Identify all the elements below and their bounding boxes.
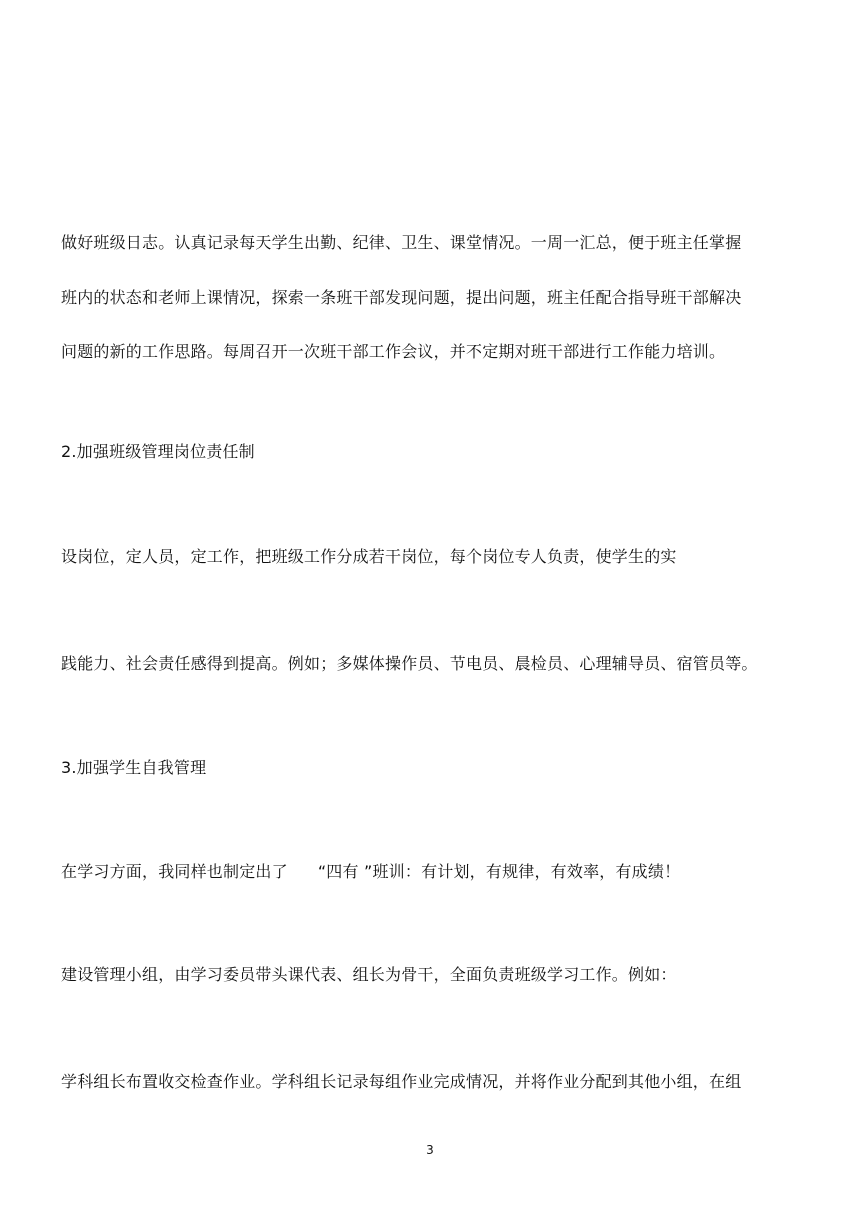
motto-line-motto: “四有 ”班训：有计划，有规律，有效率，有成绩！ bbox=[317, 862, 681, 881]
paragraph-line-7: 学科组长布置收交检查作业。学科组长记录每组作业完成情况，并将作业分配到其他小组，在组 bbox=[61, 1072, 742, 1091]
section-heading-3: 3.加强学生自我管理 bbox=[61, 758, 207, 777]
paragraph-line-2: 班内的状态和老师上课情况，探索一条班干部发现问题，提出问题，班主任配合指导班干部解决 bbox=[61, 288, 742, 307]
paragraph-line-1: 做好班级日志。认真记录每天学生出勤、纪律、卫生、课堂情况。一周一汇总，便于班主任掌握 bbox=[61, 233, 742, 252]
paragraph-line-6: 建设管理小组，由学习委员带头课代表、组长为骨干，全面负责班级学习工作。例如： bbox=[61, 965, 677, 984]
page-number: 3 bbox=[426, 1143, 434, 1157]
paragraph-line-5: 践能力、社会责任感得到提高。例如；多媒体操作员、节电员、晨检员、心理辅导员、宿管员等。 bbox=[61, 654, 758, 673]
paragraph-line-4: 设岗位，定人员，定工作，把班级工作分成若干岗位，每个岗位专人负责，使学生的实 bbox=[61, 547, 677, 566]
paragraph-line-3: 问题的新的工作思路。每周召开一次班干部工作会议，并不定期对班干部进行工作能力培训。 bbox=[61, 342, 726, 361]
motto-line-intro: 在学习方面，我同样也制定出了 bbox=[61, 862, 288, 881]
section-heading-2: 2.加强班级管理岗位责任制 bbox=[61, 442, 255, 461]
motto-line bbox=[61, 862, 680, 882]
